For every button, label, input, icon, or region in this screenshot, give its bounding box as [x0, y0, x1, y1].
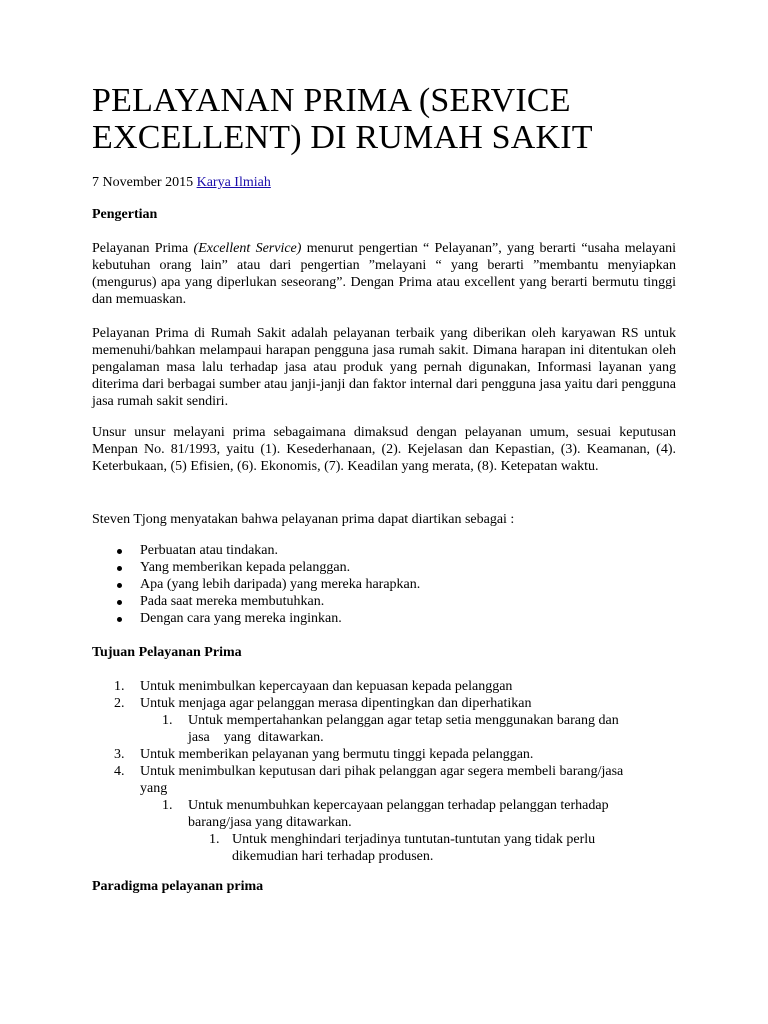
- post-meta: [92, 174, 271, 191]
- list-item: Yang memberikan kepada pelanggan.: [92, 559, 420, 576]
- paragraph-pengertian: [92, 240, 676, 308]
- heading-tujuan: Tujuan Pelayanan Prima: [92, 645, 242, 660]
- paragraph-unsur: Unsur unsur melayani prima sebagaimana dimaksud dengan pelayanan umum, sesuai keputusan Menpan No. 81/1993, yaitu (1). Kesederhanaan, (2). Kejelasan dan Kepastian, (3). Keamanan, (4). Keterbukaan, (5) Efisien, (6). Ekonomis, (7). Keadilan yang merata, (8). Ketepatan waktu.: [92, 425, 676, 474]
- heading-pengertian: Pengertian: [92, 207, 158, 222]
- heading-paradigma: Paradigma pelayanan prima: [92, 879, 264, 894]
- para1-emphasis: (Excellent Service): [193, 241, 302, 256]
- para1-c: menurut pengertian “ Pelayanan”, yang berarti “usaha melayani kebutuhan orang lain” atau dari pengertian ”melayani “ yang berarti ”membantu menyiapkan (mengurus) apa yang diperlukan seseorang”. Dengan Prima atau excellent yang berarti bermutu tinggi dan memuaskan.: [92, 241, 677, 307]
- bullet-icon: [117, 617, 122, 622]
- list-item: Pada saat mereka membutuhkan.: [92, 593, 420, 610]
- bullet-list: [92, 542, 420, 627]
- paragraph-steven-tjong: Steven Tjong menyatakan bahwa pelayanan prima dapat diartikan sebagai :: [92, 512, 515, 527]
- paragraph-rumah-sakit: Pelayanan Prima di Rumah Sakit adalah pelayanan terbaik yang diberikan oleh karyawan RS untuk memenuhi/bahkan melampaui harapan pengguna jasa rumah sakit. Dimana harapan ini ditentukan oleh pengalaman masa lalu terhadap jasa atau produk yang pernah digunakan, Informasi layanan yang diterima dari berbagai sumber atau janji-janji dan faktor internal dari pengguna jasa yaitu dari pengguna jasa rumah sakit sendiri.: [92, 326, 676, 409]
- bullet-icon: [117, 583, 122, 588]
- title-line-2: EXCELLENT) DI RUMAH SAKIT: [92, 119, 593, 156]
- post-date: 7 November 2015: [92, 175, 194, 190]
- page-title: [92, 82, 692, 156]
- bullet-icon: [117, 549, 122, 554]
- title-line-1: PELAYANAN PRIMA (SERVICE: [92, 82, 571, 119]
- list-item: Dengan cara yang mereka inginkan.: [92, 610, 420, 627]
- para1-a: Pelayanan Prima: [92, 241, 194, 256]
- bullet-icon: [117, 600, 122, 605]
- list-item: Perbuatan atau tindakan.: [92, 542, 420, 559]
- bullet-icon: [117, 566, 122, 571]
- category-link[interactable]: Karya Ilmiah: [196, 175, 271, 190]
- list-item: Apa (yang lebih daripada) yang mereka harapkan.: [92, 576, 420, 593]
